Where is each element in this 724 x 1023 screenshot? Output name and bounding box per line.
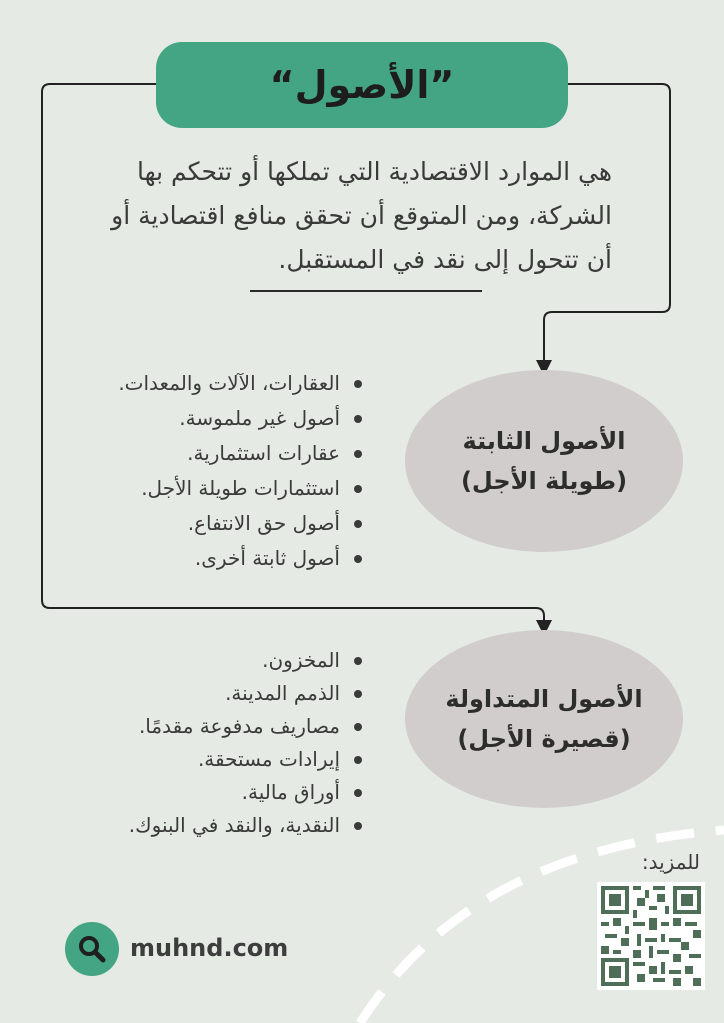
list-item: أصول حق الانتفاع. <box>118 506 366 541</box>
current-assets-list <box>129 644 366 842</box>
divider <box>250 290 482 292</box>
more-label: للمزيد: <box>641 850 700 874</box>
fixed-assets-subtitle: (طويلة الأجل) <box>460 467 628 495</box>
search-icon <box>65 922 119 976</box>
list-item: عقارات استثمارية. <box>118 436 366 471</box>
fixed-assets-title: الأصول الثابتة <box>462 427 626 455</box>
current-assets-ellipse <box>405 630 683 808</box>
list-item: النقدية، والنقد في البنوك. <box>129 809 366 842</box>
list-item: استثمارات طويلة الأجل. <box>118 471 366 506</box>
fixed-assets-list <box>118 366 366 576</box>
list-item: الذمم المدينة. <box>129 677 366 710</box>
list-item: أصول ثابتة أخرى. <box>118 541 366 576</box>
fixed-assets-ellipse <box>405 370 683 552</box>
list-item: مصاريف مدفوعة مقدمًا. <box>129 710 366 743</box>
list-item: المخزون. <box>129 644 366 677</box>
list-item: العقارات، الآلات والمعدات. <box>118 366 366 401</box>
list-item: أوراق مالية. <box>129 776 366 809</box>
page-title: “الأصول” <box>269 63 455 107</box>
current-assets-subtitle: (قصيرة الأجل) <box>457 725 631 753</box>
website-link[interactable]: muhnd.com <box>130 934 289 962</box>
title-banner <box>156 42 568 128</box>
list-item: إيرادات مستحقة. <box>129 743 366 776</box>
current-assets-title: الأصول المتداولة <box>445 685 643 713</box>
qr-code[interactable] <box>597 882 705 990</box>
definition-text: هي الموارد الاقتصادية التي تملكها أو تتحكم بها الشركة، ومن المتوقع أن تحقق منافع اقتصادية أو أن تتحول إلى نقد في المستقبل. <box>111 157 612 274</box>
list-item: أصول غير ملموسة. <box>118 401 366 436</box>
